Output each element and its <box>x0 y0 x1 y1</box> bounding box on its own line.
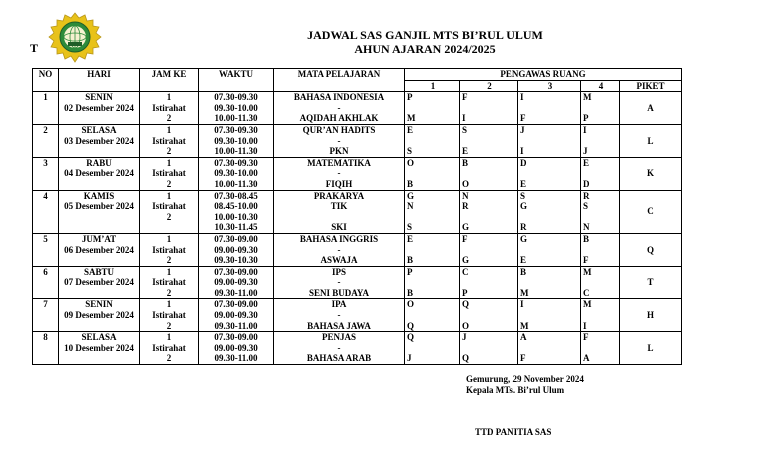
proctor-code: E <box>520 178 527 189</box>
day-cell <box>59 299 140 332</box>
jam-ke-cell <box>140 299 199 332</box>
proctor-code: C <box>462 266 469 277</box>
header-room-1: 1 <box>405 80 460 92</box>
subject-line: - <box>337 102 341 113</box>
waktu-line: 09.30-10.00 <box>214 102 258 113</box>
proctor-room-3 <box>518 233 581 266</box>
jam-ke-line: Istirahat <box>152 168 186 179</box>
proctor-room-3 <box>518 299 581 332</box>
proctor-room-1 <box>405 124 460 157</box>
proctor-code <box>407 245 459 256</box>
header-piket: PIKET <box>620 80 682 92</box>
waktu-line: 07.30-09.30 <box>214 92 258 103</box>
proctor-code: E <box>407 124 414 135</box>
jam-ke-line: 2 <box>166 320 172 331</box>
proctor-code: F <box>520 113 526 124</box>
proctor-code: F <box>583 255 589 266</box>
subject-line: IPS <box>331 266 346 277</box>
subject-cell <box>274 332 405 365</box>
table-row <box>33 299 682 332</box>
proctor-code <box>407 277 459 288</box>
waktu-line: 10.00-11.30 <box>214 178 258 189</box>
subject-line: BAHASA INDONESIA <box>293 92 385 103</box>
school-emblem-icon <box>48 12 102 64</box>
subject-line: PKN <box>329 146 349 157</box>
jam-ke-cell <box>140 233 199 266</box>
subject-line: FIQIH <box>325 178 353 189</box>
proctor-code: Q <box>407 320 415 331</box>
proctor-code: M <box>583 299 592 310</box>
proctor-code: B <box>462 157 469 168</box>
proctor-code: O <box>462 320 470 331</box>
waktu-line: 07.30-09.00 <box>214 233 258 244</box>
header-jam-ke: JAM KE <box>140 69 199 92</box>
proctor-code: M <box>520 287 529 298</box>
proctor-code: I <box>520 299 524 310</box>
schedule-table <box>32 68 682 365</box>
waktu-cell <box>199 332 274 365</box>
proctor-code: J <box>462 332 467 343</box>
proctor-code <box>520 103 580 114</box>
table-row <box>33 233 682 266</box>
proctor-code: B <box>407 287 414 298</box>
waktu-cell <box>199 124 274 157</box>
proctor-code: I <box>520 92 524 103</box>
proctor-code: N <box>462 190 469 201</box>
waktu-line: 09.30-10.00 <box>214 135 258 146</box>
jam-ke-line: 1 <box>166 157 172 168</box>
signature-position: Kepala MTs. Bi’rul Ulum <box>466 385 565 395</box>
proctor-code: E <box>407 233 414 244</box>
proctor-code: G <box>520 201 528 212</box>
waktu-line: 10.00-10.30 <box>214 211 258 222</box>
table-row <box>33 92 682 125</box>
subject-cell <box>274 124 405 157</box>
jam-ke-cell <box>140 157 199 190</box>
subject-cell <box>274 299 405 332</box>
day-cell <box>59 233 140 266</box>
waktu-cell <box>199 266 274 299</box>
waktu-line: 07.30-09.30 <box>214 157 258 168</box>
table-row <box>33 190 682 233</box>
proctor-room-2 <box>460 124 518 157</box>
day-cell <box>59 124 140 157</box>
proctor-room-1 <box>405 92 460 125</box>
proctor-code: N <box>407 201 414 212</box>
proctor-code: A <box>520 332 527 343</box>
subject-cell <box>274 266 405 299</box>
proctor-code <box>583 168 619 179</box>
proctor-code <box>583 245 619 256</box>
day-name: JUM’AT <box>81 233 117 244</box>
proctor-room-4 <box>581 299 620 332</box>
day-name: SELASA <box>81 124 117 135</box>
proctor-code: R <box>520 222 527 233</box>
proctor-code: S <box>583 201 589 212</box>
jam-ke-line <box>140 222 198 233</box>
proctor-room-4 <box>581 233 620 266</box>
proctor-code <box>462 103 517 114</box>
day-cell <box>59 266 140 299</box>
proctor-room-1 <box>405 266 460 299</box>
proctor-code <box>407 136 459 147</box>
header-room-2: 2 <box>460 80 518 92</box>
subject-cell <box>274 190 405 233</box>
row-number: 4 <box>33 190 59 233</box>
proctor-code: A <box>583 353 590 364</box>
jam-ke-line: Istirahat <box>152 310 186 321</box>
subject-line <box>274 212 404 223</box>
proctor-code: F <box>462 233 468 244</box>
proctor-room-3 <box>518 332 581 365</box>
header-waktu: WAKTU <box>199 69 274 92</box>
day-date: 04 Desember 2024 <box>64 168 134 179</box>
day-date: 10 Desember 2024 <box>64 342 134 353</box>
waktu-line: 10.30-11.45 <box>214 222 258 233</box>
proctor-code: S <box>520 190 526 201</box>
proctor-code: I <box>462 113 466 124</box>
proctor-code: N <box>583 222 590 233</box>
jam-ke-line: 2 <box>166 255 172 266</box>
row-number: 6 <box>33 266 59 299</box>
proctor-room-1 <box>405 190 460 233</box>
proctor-code <box>583 310 619 321</box>
day-cell <box>59 190 140 233</box>
jam-ke-line: Istirahat <box>152 102 186 113</box>
subject-line: - <box>337 342 341 353</box>
waktu-cell <box>199 299 274 332</box>
piket-cell: H <box>620 299 682 332</box>
proctor-code: P <box>583 113 589 124</box>
waktu-line: 09.00-09.30 <box>214 277 258 288</box>
waktu-line: 07.30-09.00 <box>214 299 258 310</box>
day-date: 09 Desember 2024 <box>64 310 134 321</box>
proctor-code: S <box>462 124 468 135</box>
piket-cell: L <box>620 124 682 157</box>
proctor-code: G <box>407 190 415 201</box>
proctor-code: P <box>407 266 413 277</box>
subject-line: BAHASA JAWA <box>307 320 371 331</box>
subject-line: SKI <box>331 222 347 233</box>
proctor-code <box>462 245 517 256</box>
proctor-room-3 <box>518 190 581 233</box>
proctor-code: P <box>462 287 468 298</box>
proctor-code: J <box>520 124 525 135</box>
proctor-code <box>520 136 580 147</box>
jam-ke-line: 1 <box>166 299 172 310</box>
jam-ke-line: 2 <box>166 178 172 189</box>
jam-ke-cell <box>140 124 199 157</box>
jam-ke-line: 2 <box>166 211 172 222</box>
proctor-code: S <box>407 222 413 233</box>
waktu-line: 07.30-08.45 <box>214 190 258 201</box>
jam-ke-cell <box>140 266 199 299</box>
proctor-code: D <box>583 178 590 189</box>
proctor-code: F <box>462 92 468 103</box>
jam-ke-line: Istirahat <box>152 201 186 212</box>
header-no: NO <box>33 69 59 92</box>
subject-cell <box>274 233 405 266</box>
row-number: 3 <box>33 157 59 190</box>
stray-letter: T <box>30 41 39 55</box>
waktu-line: 10.00-11.30 <box>214 146 258 157</box>
day-name: SENIN <box>85 299 113 310</box>
waktu-line: 09.30-10.00 <box>214 168 258 179</box>
proctor-room-4 <box>581 332 620 365</box>
proctor-code <box>520 245 580 256</box>
waktu-line: 09.30-11.00 <box>214 320 258 331</box>
waktu-cell <box>199 190 274 233</box>
waktu-line: 09.30-11.00 <box>214 353 258 364</box>
table-row <box>33 124 682 157</box>
proctor-code: E <box>462 146 469 157</box>
subject-cell <box>274 157 405 190</box>
jam-ke-cell <box>140 92 199 125</box>
proctor-code: O <box>407 157 415 168</box>
day-cell <box>59 157 140 190</box>
proctor-room-3 <box>518 157 581 190</box>
row-number: 2 <box>33 124 59 157</box>
jam-ke-cell <box>140 190 199 233</box>
proctor-room-2 <box>460 266 518 299</box>
waktu-line: 10.00-11.30 <box>214 113 258 124</box>
day-cell <box>59 332 140 365</box>
subject-line: PENJAS <box>321 332 356 343</box>
jam-ke-line: Istirahat <box>152 342 186 353</box>
proctor-code <box>462 277 517 288</box>
proctor-room-3 <box>518 124 581 157</box>
proctor-code <box>583 103 619 114</box>
proctor-code <box>583 136 619 147</box>
jam-ke-line: 2 <box>166 353 172 364</box>
proctor-code: M <box>520 320 529 331</box>
proctor-code: P <box>407 92 413 103</box>
proctor-room-4 <box>581 190 620 233</box>
day-date: 06 Desember 2024 <box>64 244 134 255</box>
proctor-room-3 <box>518 92 581 125</box>
proctor-room-4 <box>581 92 620 125</box>
proctor-code: S <box>407 146 413 157</box>
proctor-code: Q <box>462 353 470 364</box>
header-hari: HARI <box>59 69 140 92</box>
row-number: 1 <box>33 92 59 125</box>
proctor-code <box>462 310 517 321</box>
subject-line: - <box>337 135 341 146</box>
document-title: JADWAL SAS GANJIL MTS BI’RUL ULUM <box>307 28 543 42</box>
day-name: RABU <box>86 157 112 168</box>
jam-ke-line: 1 <box>166 266 172 277</box>
proctor-room-2 <box>460 190 518 233</box>
proctor-code: J <box>583 146 588 157</box>
waktu-line: 09.30-10.30 <box>214 255 258 266</box>
proctor-room-1 <box>405 157 460 190</box>
proctor-code: B <box>520 266 527 277</box>
subject-line: PRAKARYA <box>313 190 365 201</box>
jam-ke-line: 1 <box>166 124 172 135</box>
proctor-code: I <box>583 124 587 135</box>
proctor-code: J <box>407 353 412 364</box>
piket-cell: A <box>620 92 682 125</box>
proctor-code <box>520 212 580 223</box>
proctor-code: D <box>520 157 527 168</box>
waktu-line: 09.00-09.30 <box>214 342 258 353</box>
jam-ke-line: 1 <box>166 332 172 343</box>
proctor-code <box>520 343 580 354</box>
subject-line: BAHASA INGGRIS <box>299 233 379 244</box>
proctor-code <box>462 212 517 223</box>
jam-ke-line: 2 <box>166 146 172 157</box>
subject-line: AQIDAH AKHLAK <box>299 113 379 124</box>
proctor-code <box>462 343 517 354</box>
proctor-code: M <box>407 113 416 124</box>
proctor-room-2 <box>460 233 518 266</box>
proctor-code: B <box>407 178 414 189</box>
signature-signer: TTD PANITIA SAS <box>475 427 552 437</box>
piket-cell: L <box>620 332 682 365</box>
proctor-code: G <box>520 233 528 244</box>
subject-line: BAHASA ARAB <box>306 353 372 364</box>
subject-line: - <box>337 277 341 288</box>
proctor-room-1 <box>405 332 460 365</box>
proctor-code <box>407 310 459 321</box>
proctor-code: Q <box>407 332 415 343</box>
subject-line: MATEMATIKA <box>307 157 371 168</box>
waktu-line: 07.30-09.30 <box>214 124 258 135</box>
proctor-code <box>462 168 517 179</box>
waktu-cell <box>199 157 274 190</box>
jam-ke-line: 1 <box>166 190 172 201</box>
proctor-room-3 <box>518 266 581 299</box>
subject-line: IPA <box>331 299 347 310</box>
header-mata-pelajaran: MATA PELAJARAN <box>274 69 405 92</box>
row-number: 5 <box>33 233 59 266</box>
proctor-room-2 <box>460 157 518 190</box>
waktu-line: 09.00-09.30 <box>214 310 258 321</box>
jam-ke-line: Istirahat <box>152 135 186 146</box>
proctor-code: B <box>407 255 414 266</box>
header-pengawas-ruang: PENGAWAS RUANG <box>405 69 682 81</box>
proctor-code <box>520 277 580 288</box>
document-subtitle: AHUN AJARAN 2024/2025 <box>354 42 496 56</box>
proctor-code <box>407 103 459 114</box>
piket-cell: C <box>620 190 682 233</box>
row-number: 7 <box>33 299 59 332</box>
day-date: 02 Desember 2024 <box>64 102 134 113</box>
proctor-code <box>462 136 517 147</box>
day-date: 05 Desember 2024 <box>64 201 134 212</box>
proctor-room-4 <box>581 124 620 157</box>
subject-line: - <box>337 168 341 179</box>
proctor-code <box>520 168 580 179</box>
proctor-code: F <box>583 332 589 343</box>
proctor-code: M <box>583 92 592 103</box>
proctor-room-1 <box>405 233 460 266</box>
day-name: KAMIS <box>83 190 115 201</box>
day-date: 07 Desember 2024 <box>64 277 134 288</box>
jam-ke-line: Istirahat <box>152 277 186 288</box>
proctor-code: I <box>583 320 587 331</box>
jam-ke-line: 2 <box>166 113 172 124</box>
day-name: SABTU <box>83 266 114 277</box>
proctor-code: E <box>520 255 527 266</box>
proctor-code: E <box>583 157 590 168</box>
jam-ke-line: 1 <box>166 92 172 103</box>
jam-ke-line: Istirahat <box>152 244 186 255</box>
row-number: 8 <box>33 332 59 365</box>
proctor-code: G <box>462 255 470 266</box>
subject-cell <box>274 92 405 125</box>
proctor-code: C <box>583 287 590 298</box>
waktu-line: 07.30-09.00 <box>214 332 258 343</box>
proctor-room-2 <box>460 92 518 125</box>
subject-line: ASWAJA <box>320 255 358 266</box>
proctor-code: R <box>462 201 469 212</box>
waktu-cell <box>199 233 274 266</box>
subject-line: - <box>337 310 341 321</box>
proctor-room-2 <box>460 299 518 332</box>
table-row <box>33 266 682 299</box>
proctor-code: G <box>462 222 470 233</box>
proctor-code <box>520 310 580 321</box>
waktu-line: 09.00-09.30 <box>214 244 258 255</box>
waktu-line: 08.45-10.00 <box>214 201 258 212</box>
subject-line: TIK <box>330 201 348 212</box>
proctor-code: Q <box>462 299 470 310</box>
proctor-room-2 <box>460 332 518 365</box>
proctor-code: M <box>583 266 592 277</box>
subject-line: QUR’AN HADITS <box>302 124 376 135</box>
waktu-line: 09.30-11.00 <box>214 287 258 298</box>
proctor-code <box>407 212 459 223</box>
proctor-room-4 <box>581 266 620 299</box>
proctor-code <box>407 168 459 179</box>
proctor-code: O <box>407 299 415 310</box>
header-room-4: 4 <box>581 80 620 92</box>
proctor-code <box>583 343 619 354</box>
table-row <box>33 157 682 190</box>
day-date: 03 Desember 2024 <box>64 135 134 146</box>
jam-ke-cell <box>140 332 199 365</box>
proctor-code <box>583 277 619 288</box>
proctor-room-1 <box>405 299 460 332</box>
proctor-code: B <box>583 233 590 244</box>
proctor-code: O <box>462 178 470 189</box>
subject-line: SENI BUDAYA <box>308 287 370 298</box>
proctor-code: F <box>520 353 526 364</box>
header-room-3: 3 <box>518 80 581 92</box>
proctor-code: I <box>520 146 524 157</box>
jam-ke-line: 2 <box>166 287 172 298</box>
proctor-room-4 <box>581 157 620 190</box>
waktu-cell <box>199 92 274 125</box>
signature-place-date: Gemurung, 29 November 2024 <box>466 374 584 384</box>
day-name: SELASA <box>81 332 117 343</box>
piket-cell: T <box>620 266 682 299</box>
proctor-code <box>583 212 619 223</box>
day-cell <box>59 92 140 125</box>
proctor-code <box>407 343 459 354</box>
subject-line: - <box>337 244 341 255</box>
table-header-row <box>33 69 682 81</box>
jam-ke-line: 1 <box>166 233 172 244</box>
piket-cell: K <box>620 157 682 190</box>
waktu-line: 07.30-09.00 <box>214 266 258 277</box>
proctor-code: R <box>583 190 590 201</box>
piket-cell: Q <box>620 233 682 266</box>
day-name: SENIN <box>85 92 113 103</box>
table-row <box>33 332 682 365</box>
